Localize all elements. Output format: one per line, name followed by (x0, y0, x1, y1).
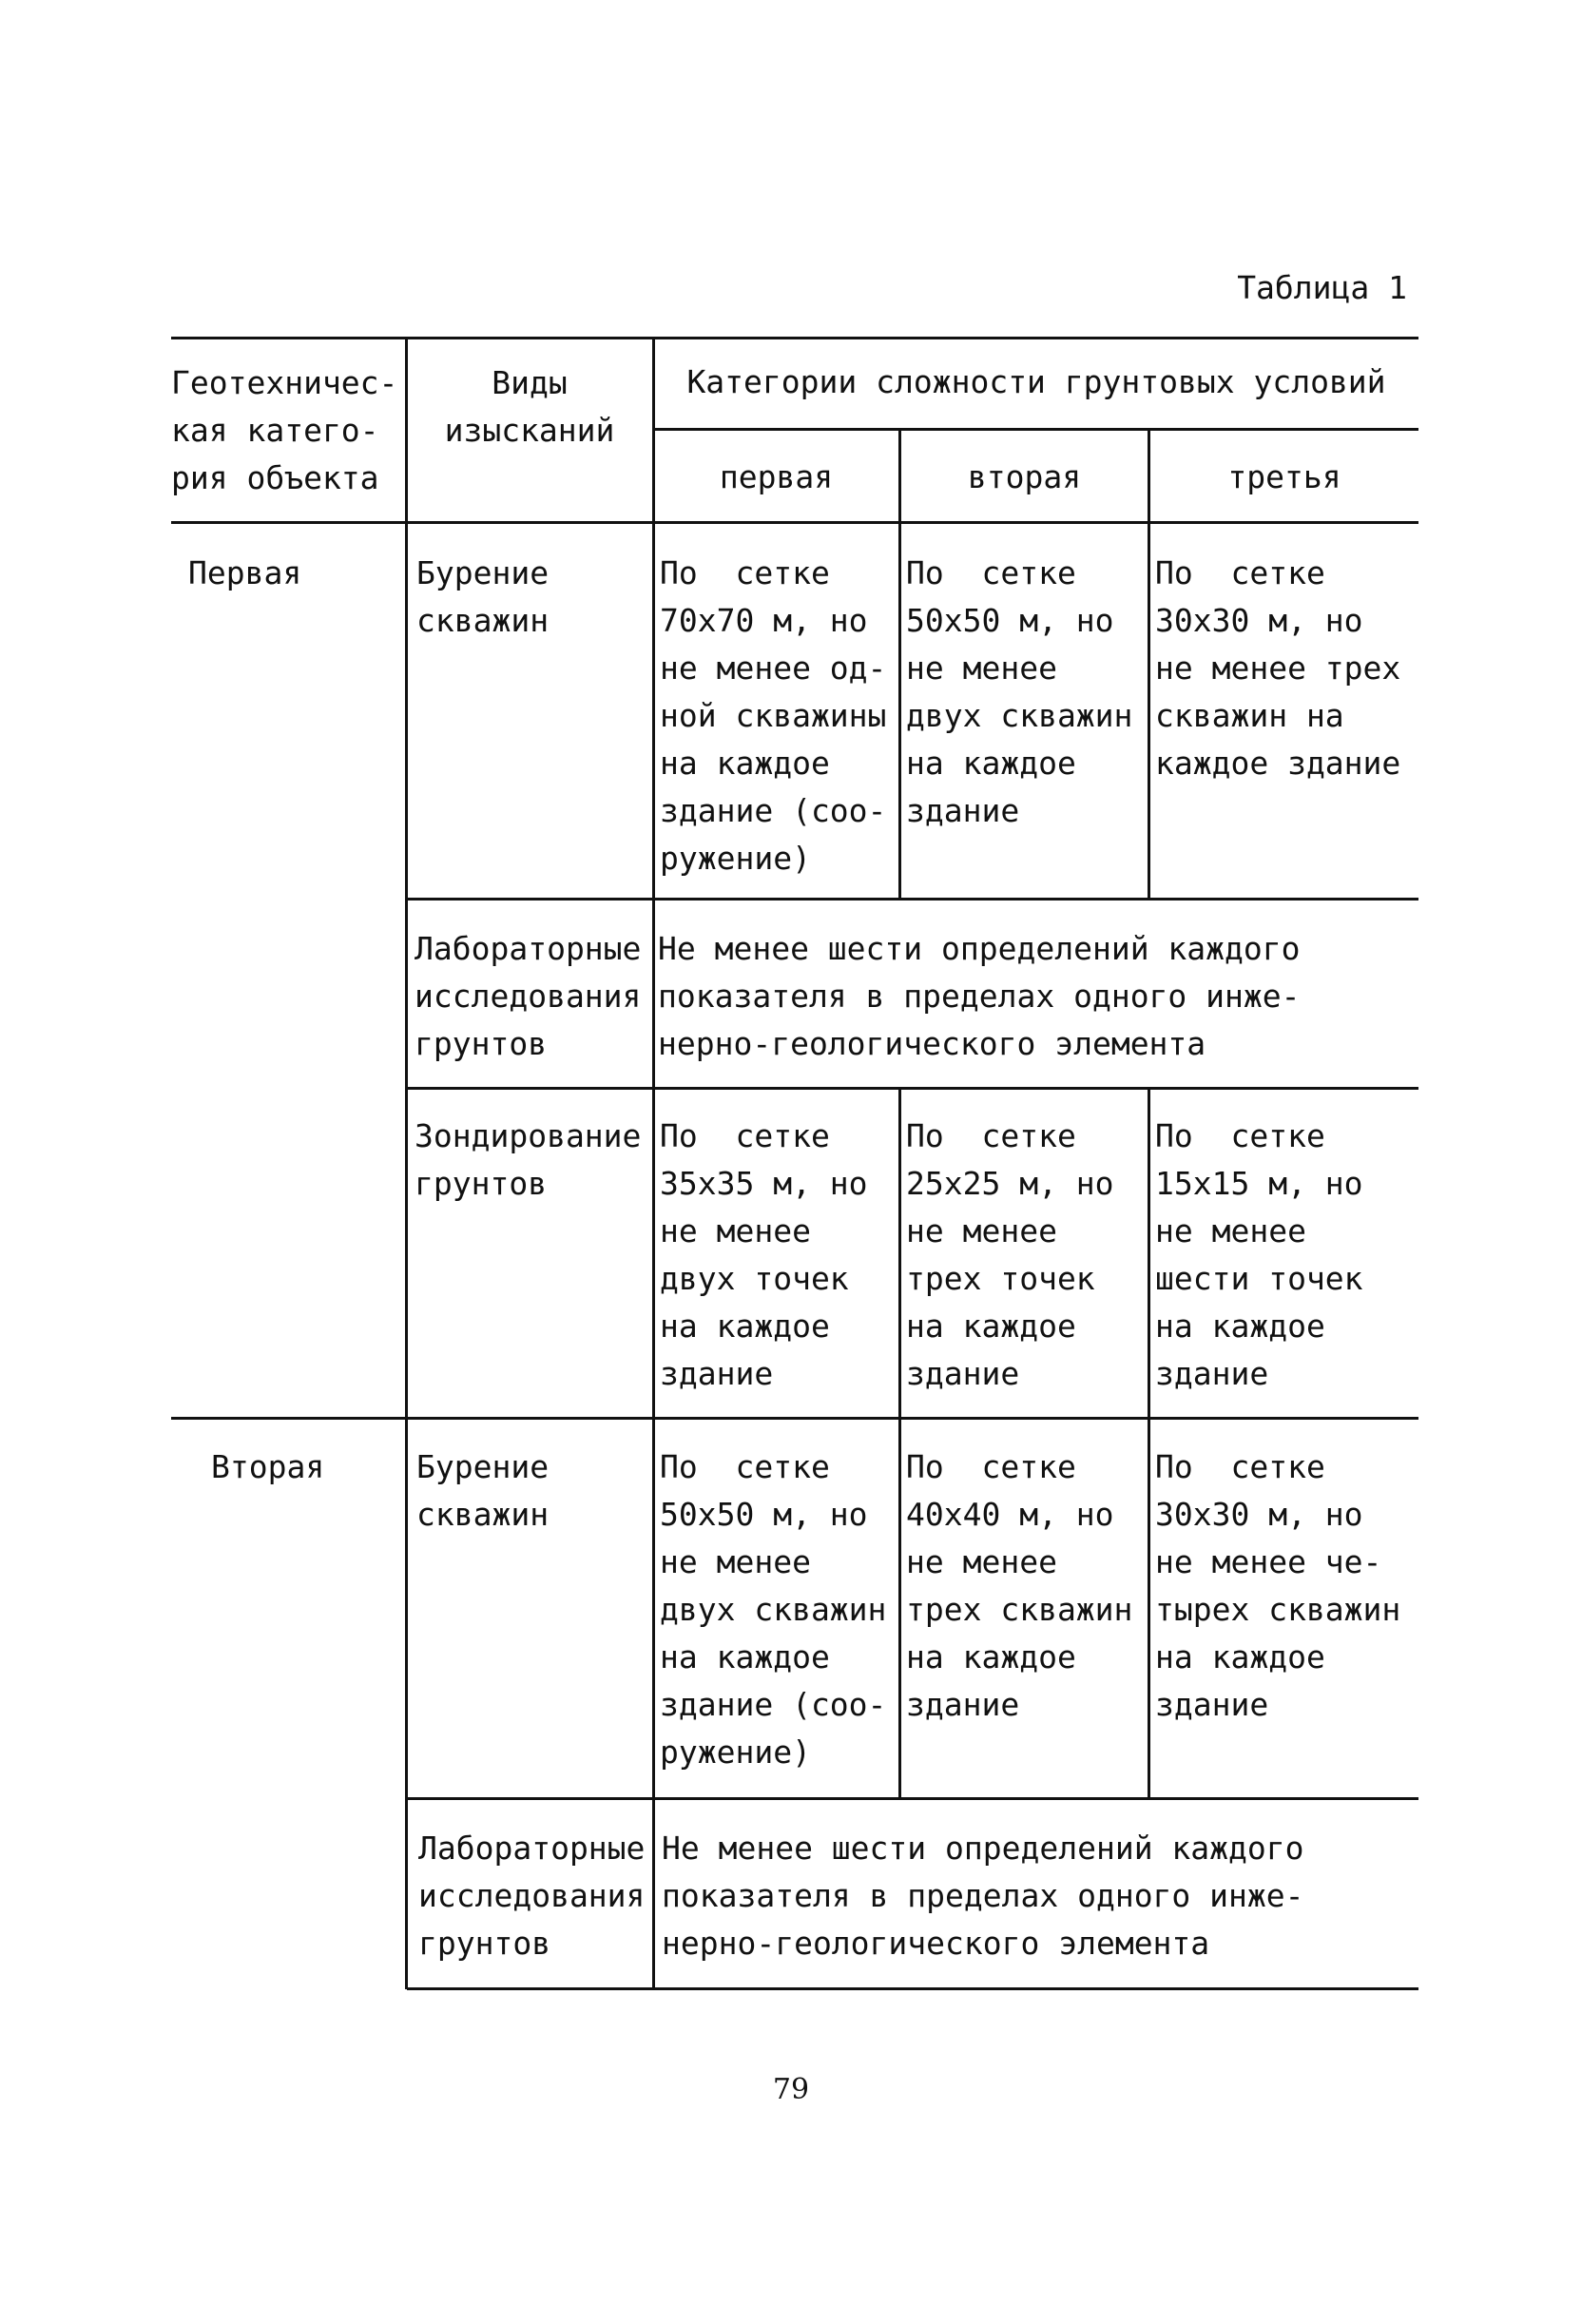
col-rule-c-low (898, 1417, 901, 1797)
table-cell: По сетке 50х50 м, но не менее двух скважин на каждое здание (906, 554, 1133, 829)
header-complexity-first: первая (719, 458, 834, 495)
row-object-category: Вторая (211, 1448, 325, 1485)
table-bottom-rule (407, 1987, 1418, 1990)
table-cell: По сетке 35х35 м, но не менее двух точек на каждое здание (660, 1117, 868, 1392)
header-object-category: Геотехничес- кая катего- рия объекта (171, 364, 398, 496)
table-top-rule (171, 337, 1418, 339)
page-number: 79 (772, 2073, 810, 2106)
table-caption: Таблица 1 (1237, 269, 1407, 306)
col-rule-d-low (1148, 1417, 1150, 1797)
row-rule-2 (407, 1087, 1418, 1090)
table-cell: По сетке 30х30 м, но не менее трех скважин на каждое здание (1155, 554, 1401, 782)
table-cell: По сетке 40х40 м, но не менее трех скважин на каждое здание (906, 1448, 1133, 1723)
merged-cell: Не менее шести определений каждого показателя в пределах одного инже- нерно-геологического элемента (662, 1830, 1304, 1962)
header-complexity-second: вторая (967, 458, 1082, 495)
header-complexity-group: Категории сложности грунтовых условий (686, 363, 1386, 400)
row-survey-type: Лабораторные исследования грунтов (418, 1830, 646, 1962)
table-cell: По сетке 70х70 м, но не менее од- ной скважины на каждое здание (соо- ружение) (660, 554, 887, 877)
row-survey-type: Лабораторные исследования грунтов (415, 930, 642, 1062)
merged-cell: Не менее шести определений каждого показателя в пределах одного инже- нерно-геологического элемента (658, 930, 1301, 1062)
header-complexity-third: третья (1227, 458, 1341, 495)
row-survey-type: Бурение скважин (416, 1448, 550, 1533)
row-object-category: Первая (188, 554, 302, 591)
row-rule-4 (407, 1797, 1418, 1800)
col-rule-d-mid (1148, 1087, 1150, 1417)
col-rule-c-mid (898, 1087, 901, 1417)
header-survey-type: Виды изысканий (444, 364, 615, 449)
table-cell: По сетке 25х25 м, но не менее трех точек на каждое здание (906, 1117, 1114, 1392)
table-cell: По сетке 30х30 м, но не менее че- тырех скважин на каждое здание (1155, 1448, 1401, 1723)
row-rule-3 (171, 1417, 1418, 1420)
row-rule-1 (407, 898, 1418, 901)
col-rule-a (405, 337, 408, 1989)
row-survey-type: Зондирование грунтов (415, 1117, 642, 1202)
header-sub-rule (654, 428, 1418, 431)
table-cell: По сетке 50х50 м, но не менее двух скважин на каждое здание (соо- ружение) (660, 1448, 887, 1771)
col-rule-b (652, 337, 655, 1989)
row-survey-type: Бурение скважин (416, 554, 550, 639)
table-cell: По сетке 15х15 м, но не менее шести точек на каждое здание (1155, 1117, 1363, 1392)
header-bottom-rule (171, 521, 1418, 524)
